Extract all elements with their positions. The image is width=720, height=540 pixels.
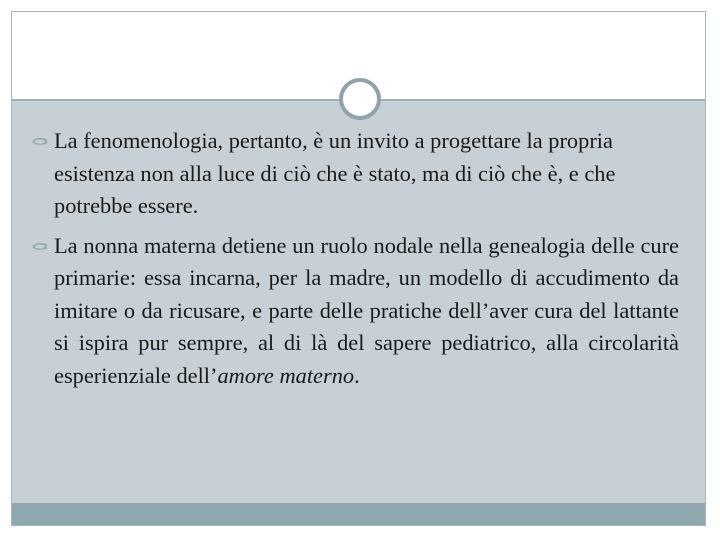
bullet-list bbox=[36, 125, 679, 399]
footer-bar bbox=[12, 503, 705, 525]
bullet-arrow-icon bbox=[32, 230, 52, 262]
bullet-arrow-icon bbox=[32, 125, 52, 157]
bullet-text-end: . bbox=[354, 362, 360, 388]
bullet-item bbox=[36, 230, 679, 393]
bullet-text: La nonna materna detiene un ruolo nodale nella genealogia delle cure primarie: essa incarna, per la madre, un modello di accudimento da imitare o da ricusare, e parte delle pratiche dell’aver cura del lattante si ispira pur sempre, al di là del sapere pediatrico, alla circolarità esperienziale dell’ bbox=[54, 232, 679, 388]
decorative-circle-icon bbox=[339, 78, 381, 120]
bullet-text: La fenomenologia, pertanto, è un invito a progettare la propria esistenza non alla luce di ciò che è stato, ma di ciò che è, e che potrebbe essere. bbox=[54, 128, 616, 218]
bullet-item bbox=[36, 125, 679, 223]
emphasis-text: amore materno bbox=[217, 362, 355, 388]
